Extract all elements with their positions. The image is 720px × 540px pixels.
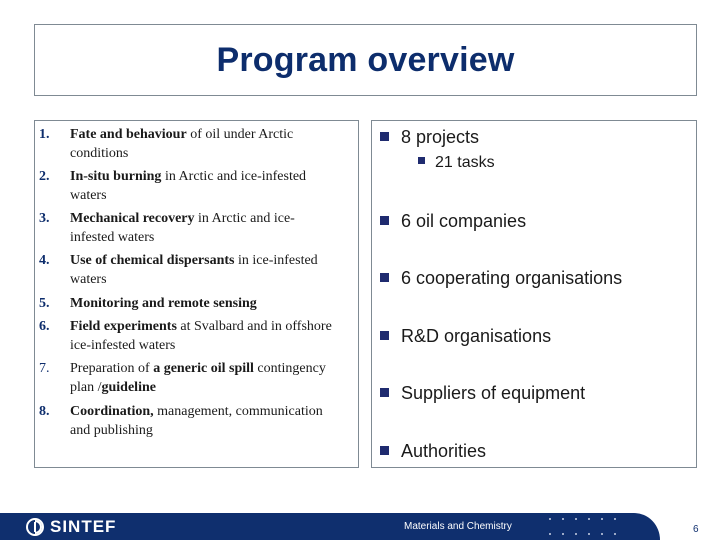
sub-bullet-tasks: [418, 153, 495, 173]
bullet-authorities: [380, 440, 486, 462]
bullet-suppliers: [380, 382, 585, 404]
program-list-box: [34, 120, 359, 468]
bullet-text: Authorities: [401, 441, 487, 461]
list-number: 1.: [39, 127, 50, 142]
list-item: [39, 317, 339, 355]
list-bold-text: Coordination,: [70, 404, 154, 419]
square-bullet-icon: [380, 132, 389, 141]
list-bold-text: Field experiments: [70, 319, 177, 334]
list-text: Preparation of: [70, 361, 154, 376]
list-item: [39, 359, 339, 397]
list-bold-text: Fate and behaviour: [70, 127, 187, 142]
list-number: 8.: [39, 404, 50, 419]
decorative-dots: [546, 515, 626, 539]
square-bullet-icon: [380, 388, 389, 397]
sintef-logo: [26, 517, 116, 537]
list-item: [39, 209, 339, 247]
list-text: management, communication and publishing: [70, 404, 323, 438]
slide-title: Program overview: [216, 40, 515, 79]
list-number: 4.: [39, 253, 50, 268]
bullet-rnd: [380, 325, 551, 347]
list-bold-text: guideline: [101, 380, 156, 395]
logo-text: SINTEF: [50, 517, 117, 536]
list-bold-text: a generic oil spill: [153, 361, 254, 376]
bullet-text: R&D organisations: [401, 326, 552, 346]
list-text: in Arctic and ice-infested waters: [70, 211, 295, 245]
page-number: 6: [693, 524, 699, 535]
list-number: 6.: [39, 319, 50, 334]
list-bold-text: Use of chemical dispersants: [70, 253, 235, 268]
summary-box: [371, 120, 697, 468]
list-number: 7.: [39, 361, 50, 376]
list-item: [39, 402, 339, 440]
sintef-logo-icon: [26, 518, 44, 536]
bullet-text: 8 projects: [401, 127, 480, 147]
list-number: 2.: [39, 169, 50, 184]
square-bullet-icon: [380, 273, 389, 282]
list-text: plan /: [70, 380, 102, 395]
list-item: [39, 251, 339, 289]
list-bold-text: Mechanical recovery: [70, 211, 195, 226]
bullet-text: 6 oil companies: [401, 211, 527, 231]
list-number: 3.: [39, 211, 50, 226]
title-box: [34, 24, 697, 96]
square-bullet-icon: [380, 216, 389, 225]
department-label: Materials and Chemistry: [404, 521, 512, 532]
square-bullet-icon: [380, 446, 389, 455]
bullet-oil-companies: [380, 210, 526, 232]
list-text: in Arctic and ice-infested waters: [70, 169, 307, 203]
bullet-text: 21 tasks: [435, 154, 495, 171]
square-bullet-icon: [380, 331, 389, 340]
list-text: of oil under Arctic conditions: [70, 127, 294, 161]
bullet-text: 6 cooperating organisations: [401, 268, 623, 288]
list-number: 5.: [39, 296, 50, 311]
list-item: [39, 125, 339, 163]
list-text: in ice-infested waters: [70, 253, 318, 287]
list-text: at Svalbard and in offshore ice-infested waters: [70, 319, 332, 353]
list-text: contingency: [253, 361, 326, 376]
bullet-projects: [380, 126, 479, 148]
list-bold-text: In-situ burning: [70, 169, 162, 184]
bullet-cooperating: [380, 267, 622, 289]
square-bullet-icon: [418, 157, 425, 164]
list-bold-text: Monitoring and remote sensing: [70, 296, 257, 311]
list-item: [39, 167, 339, 205]
list-item: [39, 294, 339, 313]
bullet-text: Suppliers of equipment: [401, 383, 586, 403]
